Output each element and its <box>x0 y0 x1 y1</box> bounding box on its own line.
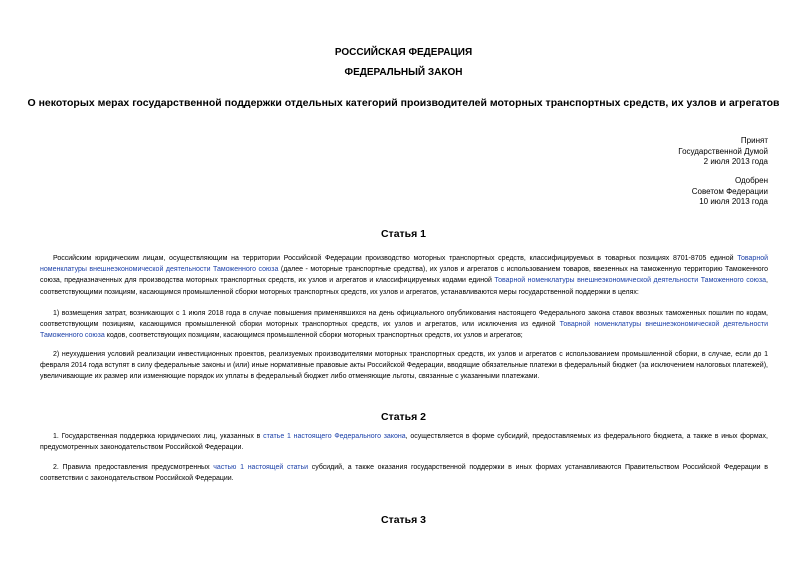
text-span: субсидий, а также оказания государственной поддержки в иных формах устанавливаются Правительством Российской Федерации в соответствии с законодательством Российской Федерации. <box>40 464 768 483</box>
customs-nomenclature-link[interactable]: Товарной номенклатуры внешнеэкономической деятельности Таможенного союза <box>40 321 768 340</box>
article-1-item-1 <box>40 308 768 342</box>
customs-nomenclature-link[interactable]: Товарной номенклатуры внешнеэкономической деятельности Таможенного союза <box>494 277 767 285</box>
article-2-paragraph-2 <box>40 462 768 484</box>
approval-block <box>548 176 768 208</box>
article-1-paragraph-intro <box>40 253 768 298</box>
text-span: 1) возмещения затрат, возникающих с 1 июля 2018 года в случае повышения применявшихся на день официального опубликования настоящего Федерального закона ставок ввозных таможенных пошлин по кодам, соответствующим позициям, касающимся промышленной сборки моторных транспортных средств, их узлов и агрегатов, или исключения из единой <box>40 310 768 329</box>
article-1-heading: Статья 1 <box>380 228 427 240</box>
text-span: кодов, соответствующих позициям, касающимся промышленной сборки моторных транспортных средств, их узлов и агрегатов; <box>104 332 523 340</box>
text-span: 1. Государственная поддержка юридических лиц, указанных в <box>53 433 264 440</box>
part-1-link[interactable]: частью 1 настоящей статьи <box>213 464 309 471</box>
text-span: Российским юридическим лицам, осуществляющим на территории Российской Федерации производство моторных транспортных средств, классифицируемых в товарных позициях 8701-8705 единой <box>53 255 738 262</box>
header-country: РОССИЙСКАЯ ФЕДЕРАЦИЯ <box>334 47 473 58</box>
adoption-line-3: 2 июля 2013 года <box>703 157 768 166</box>
adoption-line-1: Принят <box>740 136 768 145</box>
article-2-heading: Статья 2 <box>380 411 427 423</box>
article-1-link[interactable]: статье 1 настоящего Федерального закона <box>263 433 406 440</box>
approval-line-1: Одобрен <box>734 176 768 185</box>
text-span: , осуществляется в форме субсидий, предоставляемых из федерального бюджета, а также в иных формах, предусмотренных законодательством Российской Федерации. <box>40 433 768 452</box>
article-3-heading: Статья 3 <box>380 514 427 526</box>
header-law-type: ФЕДЕРАЛЬНЫЙ ЗАКОН <box>344 67 463 78</box>
text-span: 2. Правила предоставления предусмотренных <box>53 464 214 471</box>
article-1-item-2: 2) неухудшения условий реализации инвестиционных проектов, реализуемых производителями моторных транспортных средств, их узлов и агрегатов с использованием промышленной сборки, в случае, если до 1 февраля 2014 года вступят в силу федеральные законы и (или) иные нормативные правовые акты Российской Федерации, вводящие обязательные платежи в федеральный бюджет (за исключением налоговых платежей), увеличивающие их размер или изменяющие порядок их уплаты в федеральный бюджет либо отменяющие льготы, связанные с указанными платежами. <box>40 351 768 381</box>
customs-nomenclature-link[interactable]: Товарной номенклатуры внешнеэкономической деятельности Таможенного союза <box>40 255 768 274</box>
text-span: (далее - моторные транспортные средства), их узлов и агрегатов с использованием товаров, ввезенных на таможенную территорию Таможенного союза, предназначенных для производства моторных транспортных средств, их узлов и агрегатов и классифицируемых кодами единой <box>40 266 768 285</box>
approval-line-3: 10 июля 2013 года <box>699 197 768 206</box>
adoption-block <box>548 136 768 168</box>
law-title: О некоторых мерах государственной поддержки отдельных категорий производителей моторных транспортных средств, их узлов и агрегатов <box>27 97 780 109</box>
text-span: , соответствующими позициям, касающимся промышленной сборки моторных транспортных средств, их узлов и агрегатов, устанавливаются меры государственной поддержки в целях: <box>40 277 768 296</box>
adoption-line-2: Государственной Думой <box>678 146 768 156</box>
article-2-paragraph-1 <box>40 431 768 453</box>
approval-line-2: Советом Федерации <box>691 186 768 196</box>
